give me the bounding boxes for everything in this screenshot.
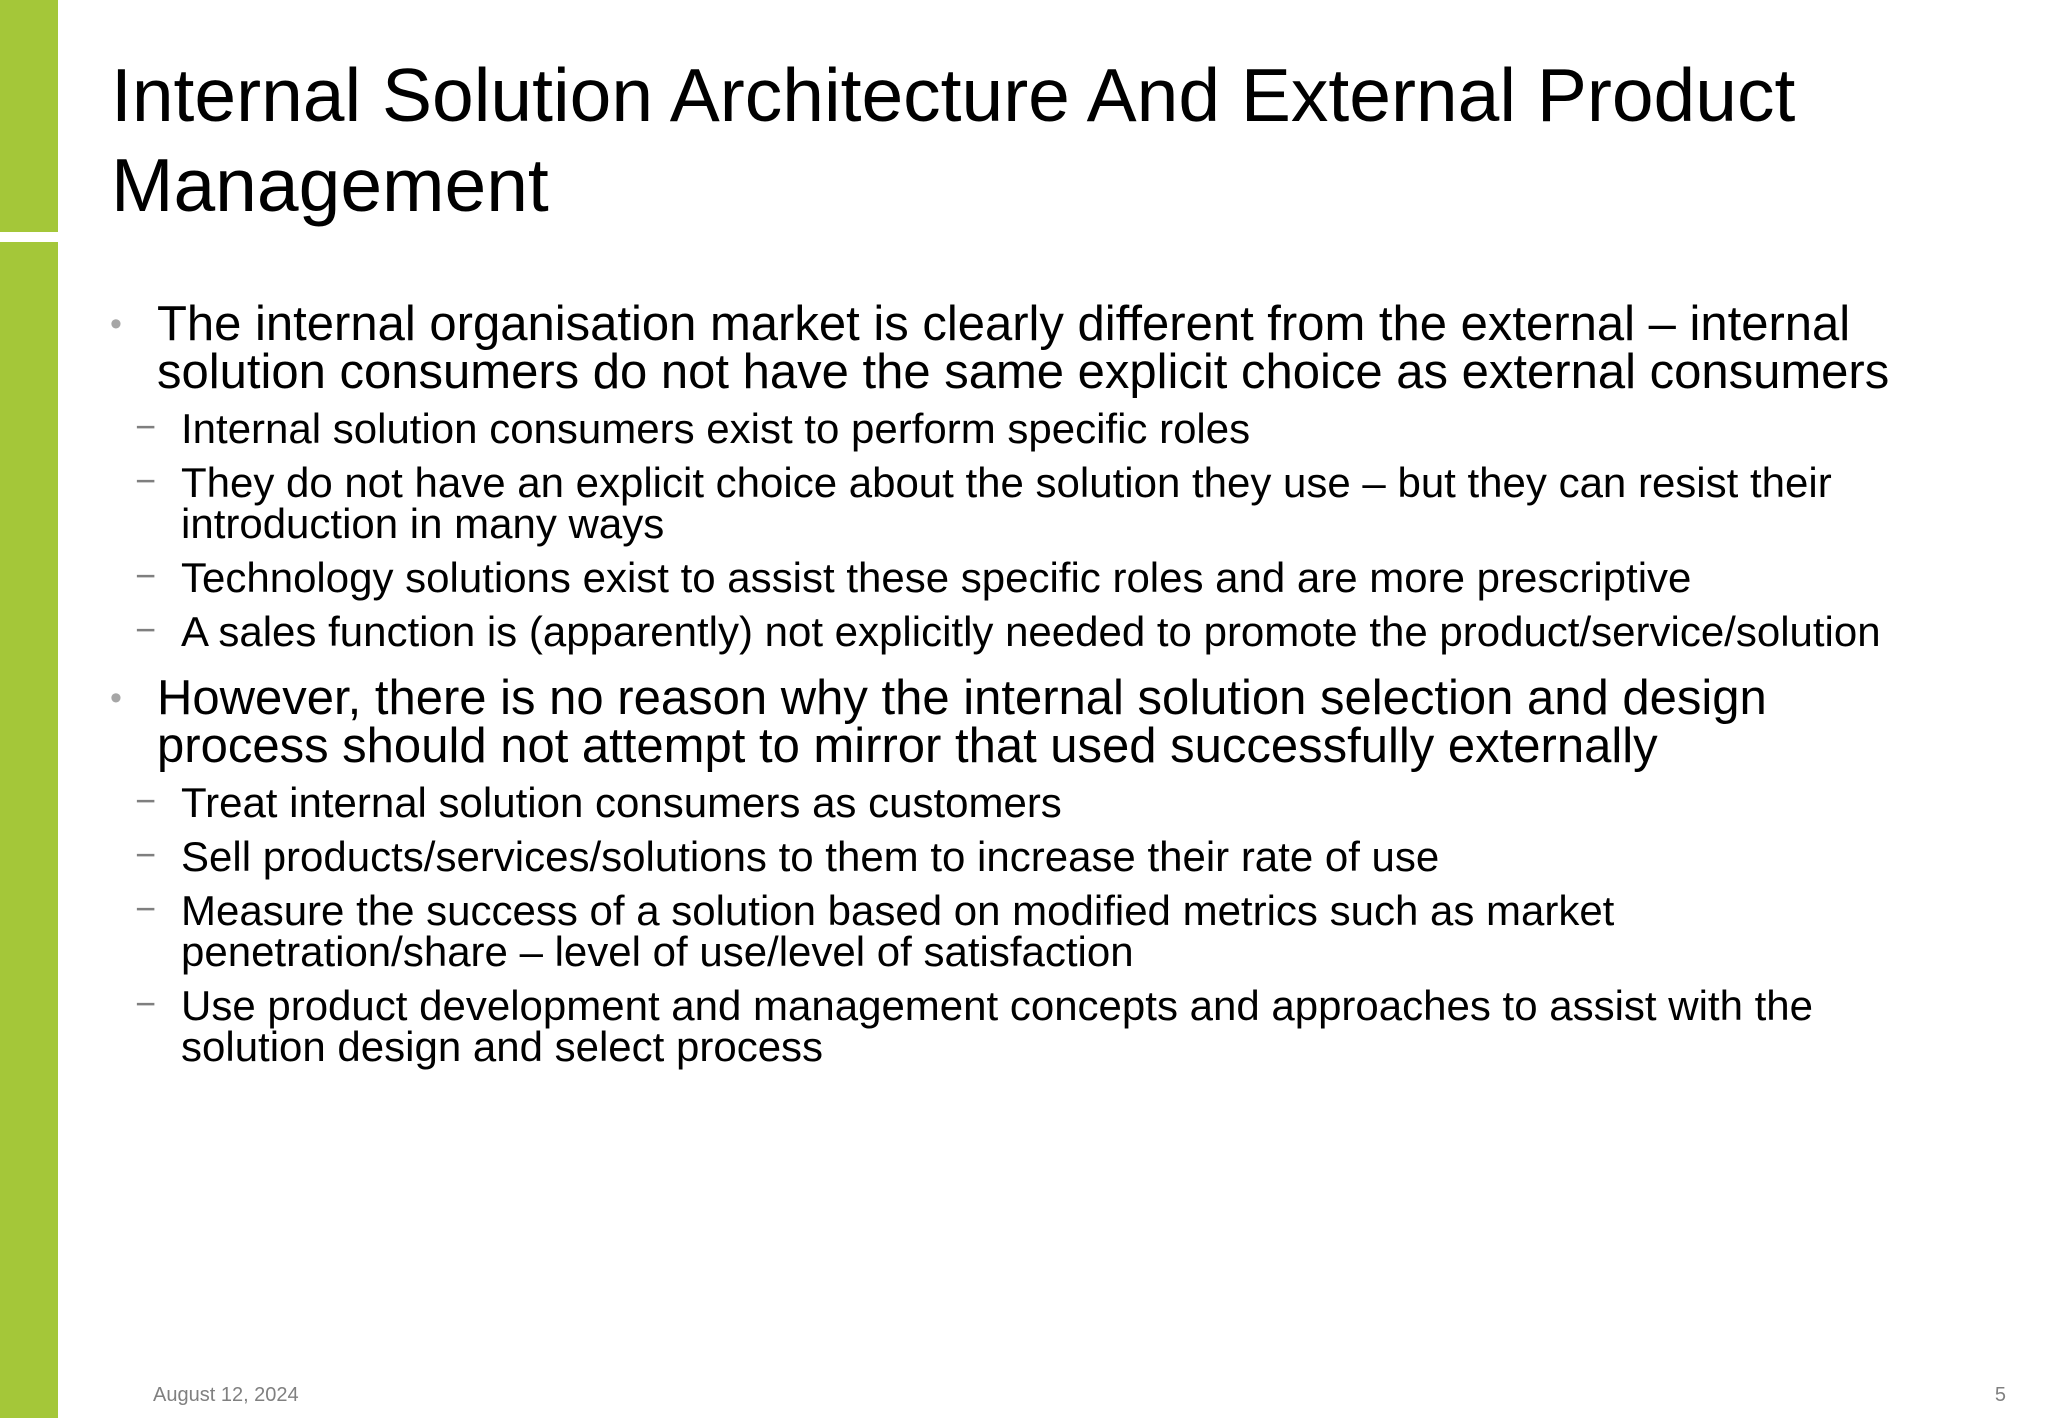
bullet-text: The internal organisation market is clearly different from the external – internal solution consumers do not have the same explicit choice as external consumers [157,297,1890,399]
dash-icon: − [135,780,157,821]
sub-bullet-text: A sales function is (apparently) not explicitly needed to promote the product/service/solution [181,608,1881,655]
sub-bullet-text: Technology solutions exist to assist these specific roles and are more prescriptive [181,554,1692,601]
accent-bar-top [0,0,58,232]
sub-bullet-text: Use product development and management concepts and approaches to assist with the solution design and select process [181,982,1813,1070]
sub-bullet-item [63,459,1950,547]
sub-bullet-text: Measure the success of a solution based on modified metrics such as market penetration/share – level of use/level of satisfaction [181,887,1615,975]
sub-bullet-text: Sell products/services/solutions to them to increase their rate of use [181,833,1440,880]
slide-body [110,297,1950,1089]
sub-bullet-list [110,779,1950,1070]
bullet-text: However, there is no reason why the internal solution selection and design process should not attempt to mirror that used successfully externally [157,671,1767,773]
accent-bar-bottom [0,242,58,1418]
dash-icon: − [135,406,157,447]
sub-bullet-text: Internal solution consumers exist to perform specific roles [181,405,1251,452]
footer-date: August 12, 2024 [153,1384,299,1406]
sub-bullet-text: Treat internal solution consumers as customers [181,779,1062,826]
sub-bullet-item [63,608,1950,655]
dash-icon: − [135,834,157,875]
bullet-dot-icon: • [110,679,122,717]
bullet-item [110,671,1950,773]
sub-bullet-item [63,982,1950,1070]
slide-title: Internal Solution Architecture And External Product Management [111,53,1796,227]
dash-icon: − [135,983,157,1024]
sub-bullet-item [63,887,1950,975]
sub-bullet-item [63,554,1950,601]
dash-icon: − [135,609,157,650]
slide-number: 5 [1994,1384,2006,1406]
sub-bullet-text: They do not have an explicit choice about the solution they use – but they can resist their introduction in many ways [181,459,1832,547]
dash-icon: − [135,460,157,501]
sub-bullet-item [63,779,1950,826]
dash-icon: − [135,888,157,929]
bullet-item [110,297,1950,399]
sub-bullet-list [110,405,1950,655]
dash-icon: − [135,555,157,596]
bullet-dot-icon: • [110,305,122,343]
sub-bullet-item [63,833,1950,880]
sub-bullet-item [63,405,1950,452]
